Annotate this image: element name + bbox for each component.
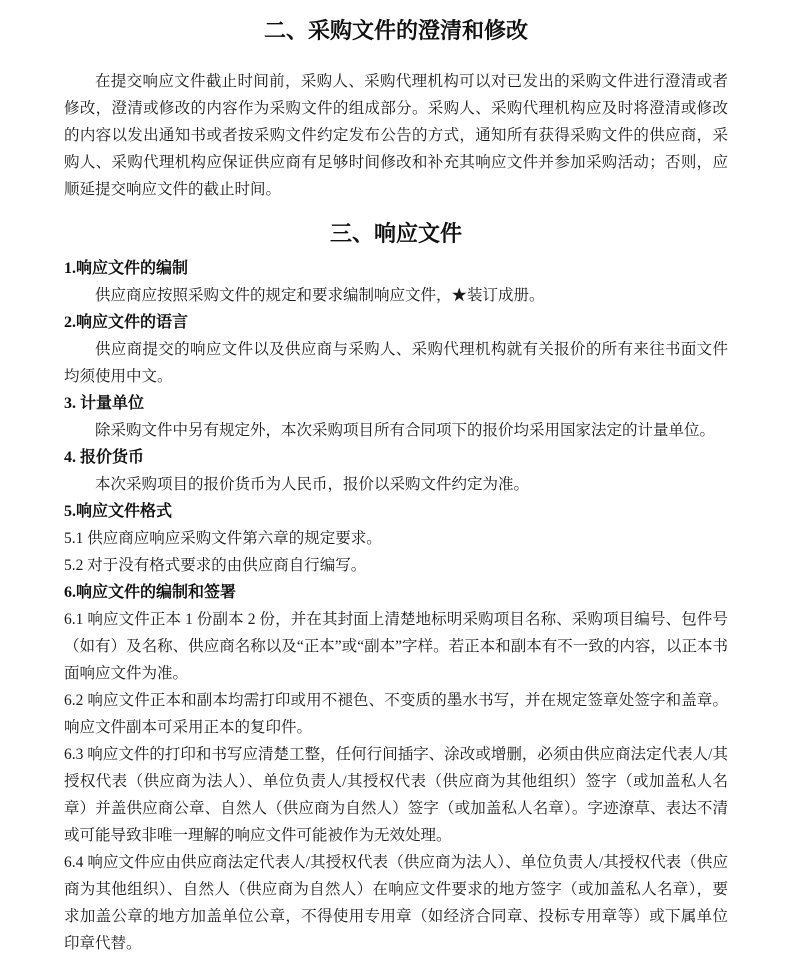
clause-2-paragraph: 供应商提交的响应文件以及供应商与采购人、采购代理机构就有关报价的所有来往书面文件均须使用中文。 bbox=[64, 341, 728, 385]
clause-5-paragraph-1: 5.1 供应商应响应采购文件第六章的规定要求。 bbox=[64, 530, 382, 547]
clause-5-paragraph-2: 5.2 对于没有格式要求的由供应商自行编写。 bbox=[64, 557, 367, 574]
section-3-title: 三、响应文件 bbox=[329, 221, 462, 246]
clause-6-paragraph-3: 6.3 响应文件的打印和书写应清楚工整，任何行间插字、涂改或增删，必须由供应商法定代表人/其授权代表（供应商为法人）、单位负责人/其授权代表（供应商为其他组织）签字（或加盖私人名章）并盖供应商公章、自然人（供应商为自然人）签字（或加盖私人名章）。字迹潦草、表达不清或可能导致非唯一理解的响应文件可能被作为无效处理。 bbox=[64, 746, 728, 844]
clause-6-paragraph-4: 6.4 响应文件应由供应商法定代表人/其授权代表（供应商为法人）、单位负责人/其授权代表（供应商为其他组织）、自然人（供应商为自然人）在响应文件要求的地方签字（或加盖私人名章），要求加盖公章的地方加盖单位公章，不得使用专用章（如经济合同章、投标专用章等）或下属单位印章代替。 bbox=[64, 854, 728, 952]
section-2-paragraph: 在提交响应文件截止时间前，采购人、采购代理机构可以对已发出的采购文件进行澄清或者修改，澄清或修改的内容作为采购文件的组成部分。采购人、采购代理机构应及时将澄清或修改的内容以发出通知书或者按采购文件约定发布公告的方式，通知所有获得采购文件的供应商，采购人、采购代理机构应保证供应商有足够时间修改和补充其响应文件并参加采购活动；否则，应顺延提交响应文件的截止时间。 bbox=[64, 73, 728, 198]
clause-1-paragraph: 供应商应按照采购文件的规定和要求编制响应文件，★装订成册。 bbox=[95, 287, 545, 304]
clause-1-heading: 1.响应文件的编制 bbox=[64, 260, 189, 277]
clause-6-heading: 6.响应文件的编制和签署 bbox=[64, 584, 237, 601]
clause-3-paragraph: 除采购文件中另有规定外，本次采购项目所有合同项下的报价均采用国家法定的计量单位。 bbox=[95, 422, 716, 439]
clause-3-heading: 3. 计量单位 bbox=[64, 395, 145, 412]
clause-5-heading: 5.响应文件格式 bbox=[64, 503, 173, 520]
clause-2-heading: 2.响应文件的语言 bbox=[64, 314, 189, 331]
clause-6-paragraph-1: 6.1 响应文件正本 1 份副本 2 份，并在其封面上清楚地标明采购项目名称、采购项目编号、包件号（如有）及名称、供应商名称以及“正本”或“副本”字样。若正本和副本有不一致的内容，以正本书面响应文件为准。 bbox=[64, 611, 728, 682]
clause-6-paragraph-2: 6.2 响应文件正本和副本均需打印或用不褪色、不变质的墨水书写，并在规定签章处签字和盖章。响应文件副本可采用正本的复印件。 bbox=[64, 692, 728, 736]
section-2-title: 二、采购文件的澄清和修改 bbox=[263, 18, 528, 43]
clause-4-paragraph: 本次采购项目的报价货币为人民币，报价以采购文件约定为准。 bbox=[95, 476, 530, 493]
clause-4-heading: 4. 报价货币 bbox=[64, 449, 145, 466]
